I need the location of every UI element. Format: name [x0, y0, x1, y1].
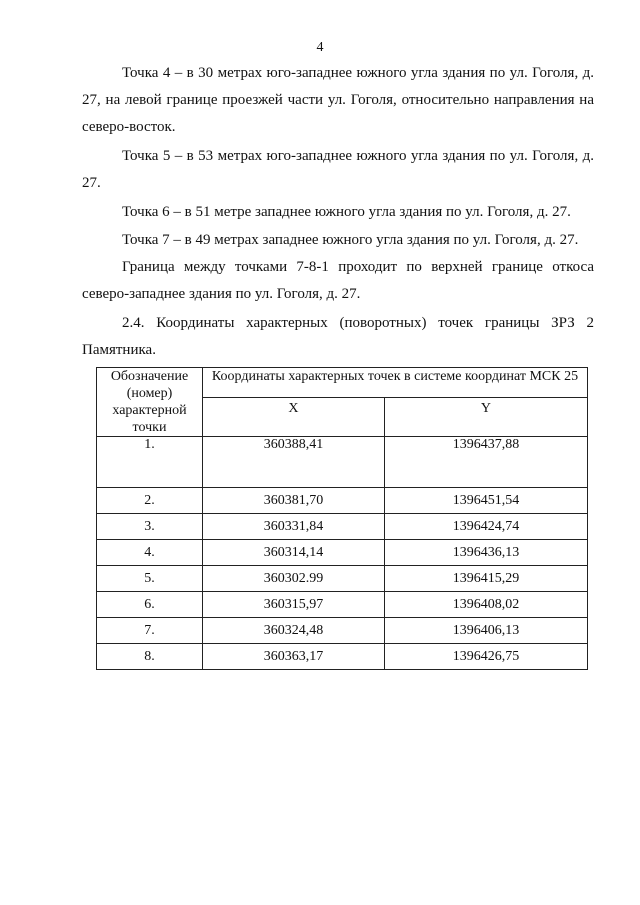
- table-row: [97, 592, 588, 618]
- header-x: X: [203, 398, 385, 437]
- header-designation: Обозначение (номер) характерной точки: [97, 368, 203, 437]
- x-coordinate: 360314,14: [203, 540, 385, 566]
- page-number: 4: [316, 40, 324, 55]
- point-number: 8.: [97, 644, 203, 670]
- paragraph-point-4: Точка 4 – в 30 метрах юго-западнее южного угла здания по ул. Гоголя, д. 27, на левой границе проезжей части ул. Гоголя, относительно направления на северо-восток.: [82, 65, 594, 135]
- x-coordinate: 360315,97: [203, 592, 385, 618]
- point-number: 3.: [97, 514, 203, 540]
- y-coordinate: 1396424,74: [384, 514, 587, 540]
- x-coordinate: 360381,70: [203, 488, 385, 514]
- table-row: [97, 644, 588, 670]
- y-coordinate: 1396415,29: [384, 566, 587, 592]
- y-coordinate: 1396406,13: [384, 618, 587, 644]
- x-coordinate: 360324,48: [203, 618, 385, 644]
- x-coordinate: 360363,17: [203, 644, 385, 670]
- header-y: Y: [384, 398, 587, 437]
- table-row: [97, 540, 588, 566]
- coordinates-table: [96, 367, 588, 670]
- y-coordinate: 1396436,13: [384, 540, 587, 566]
- paragraph-boundary: Граница между точками 7-8-1 проходит по верхней границе откоса северо-западнее здания по ул. Гоголя, д. 27.: [82, 259, 594, 302]
- table-row: [97, 488, 588, 514]
- table-row: [97, 437, 588, 488]
- x-coordinate: 360331,84: [203, 514, 385, 540]
- section-heading-2-4: 2.4. Координаты характерных (поворотных) точек границы ЗРЗ 2 Памятника.: [82, 315, 594, 358]
- point-number: 5.: [97, 566, 203, 592]
- y-coordinate: 1396451,54: [384, 488, 587, 514]
- y-coordinate: 1396426,75: [384, 644, 587, 670]
- table-row: [97, 514, 588, 540]
- paragraph-point-7: Точка 7 – в 49 метрах западнее южного угла здания по ул. Гоголя, д. 27.: [122, 232, 579, 248]
- paragraph-point-6: Точка 6 – в 51 метре западнее южного угла здания по ул. Гоголя, д. 27.: [122, 204, 571, 220]
- point-number: 2.: [97, 488, 203, 514]
- point-number: 7.: [97, 618, 203, 644]
- x-coordinate: 360388,41: [203, 437, 385, 488]
- y-coordinate: 1396408,02: [384, 592, 587, 618]
- paragraph-point-5: Точка 5 – в 53 метрах юго-западнее южного угла здания по ул. Гоголя, д. 27.: [82, 148, 594, 191]
- y-coordinate: 1396437,88: [384, 437, 587, 488]
- x-coordinate: 360302.99: [203, 566, 385, 592]
- point-number: 6.: [97, 592, 203, 618]
- table-row: [97, 566, 588, 592]
- header-coordinates: Координаты характерных точек в системе координат МСК 25: [203, 368, 588, 398]
- point-number: 1.: [97, 437, 203, 488]
- point-number: 4.: [97, 540, 203, 566]
- table-row: [97, 618, 588, 644]
